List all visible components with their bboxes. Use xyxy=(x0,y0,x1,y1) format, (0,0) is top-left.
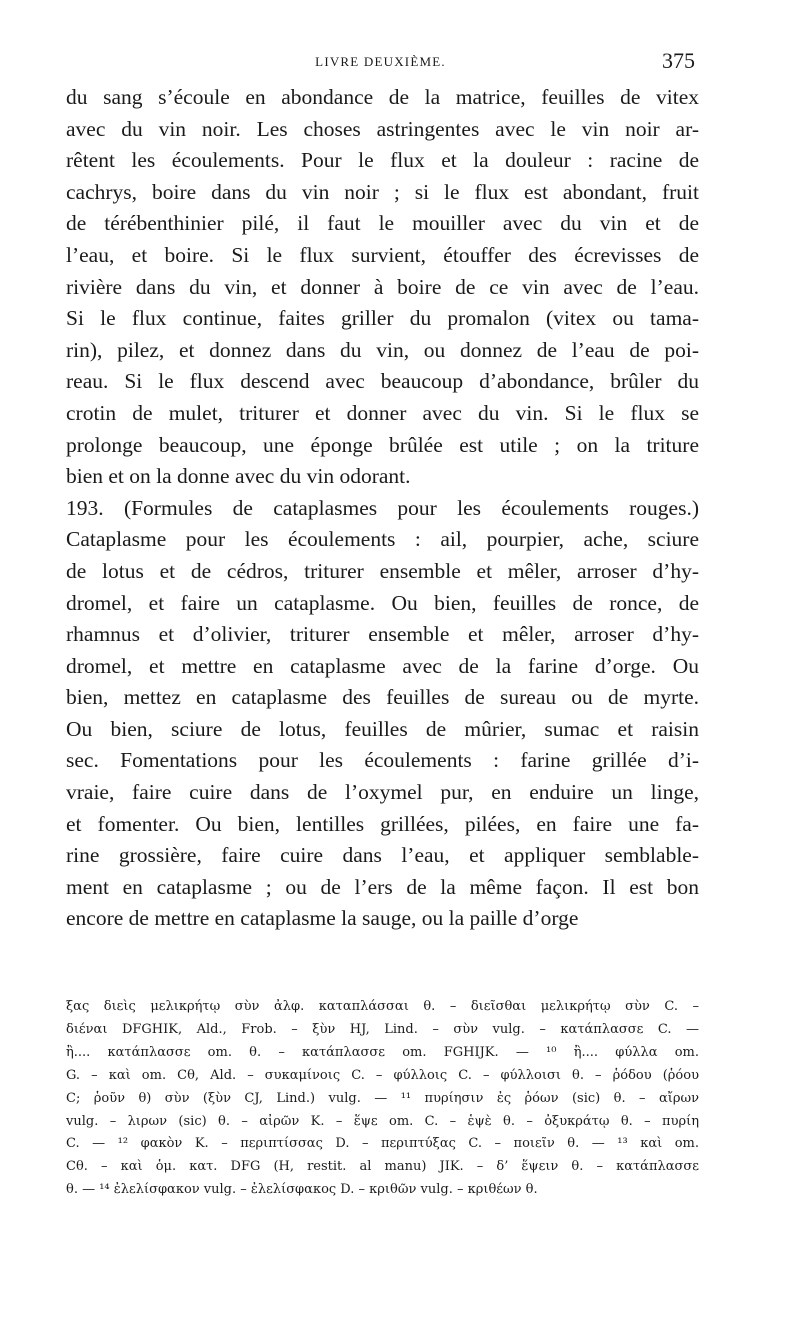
text-line: bien et on la donne avec du vin odorant. xyxy=(66,464,411,489)
footnote-line: vulg. – λιρων (sic) θ. – αἰρῶν K. – ἕψε om. C. – ἑψὲ θ. – ὀξυκράτῳ θ. – πυρίη xyxy=(66,1113,699,1129)
footnote-line: C; ῥοῦν θ) σὺν (ξὺν CJ, Lind.) vulg. — ¹¹ πυρίησιν ἐς ῥόων (sic) θ. – αἴρων xyxy=(66,1090,699,1106)
text-line: l’eau, et boire. Si le flux survient, étouffer des écrevisses de xyxy=(66,242,699,267)
text-line: ment en cataplasme ; ou de l’ers de la même façon. Il est bon xyxy=(66,874,699,899)
text-line: Ou bien, sciure de lotus, feuilles de mûrier, sumac et raisin xyxy=(66,716,699,741)
footnotes xyxy=(66,996,699,1202)
text-line: crotin de mulet, triturer et donner avec du vin. Si le flux se xyxy=(66,400,699,425)
text-line: du sang s’écoule en abondance de la matrice, feuilles de vitex xyxy=(66,85,699,109)
text-line: et fomenter. Ou bien, lentilles grillées, pilées, en faire une fa- xyxy=(66,811,699,836)
footnote-line: Cθ. – καὶ ὁμ. κατ. DFG (H, restit. al manu) JIK. – δ’ ἕψειν θ. – κατάπλασσε xyxy=(66,1159,699,1175)
footnote-line: ἢ.... κατάπλασσε om. θ. – κατάπλασσε om. FGHIJK. — ¹⁰ ἢ.... φύλλα om. xyxy=(66,1044,699,1060)
text-line: rivière dans du vin, et donner à boire de ce vin avec de l’eau. xyxy=(66,274,699,299)
main-text xyxy=(66,82,699,935)
footnote-line: G. – καὶ om. Cθ, Ald. – συκαμίνοις C. – φύλλοις C. – φύλλοισι θ. – ῥόδου (ῥόου xyxy=(66,1067,699,1083)
text-line: rine grossière, faire cuire dans l’eau, et appliquer semblable- xyxy=(66,843,699,868)
footnote-line: θ. — ¹⁴ ἐλελίσφακον vulg. – ἐλελίσφακος D. – κριθῶν vulg. – κριθέων θ. xyxy=(66,1182,538,1198)
running-title: LIVRE DEUXIÈME. xyxy=(315,54,446,69)
text-line: de lotus et de cédros, triturer ensemble et mêler, arroser d’hy- xyxy=(66,558,699,583)
text-line: rin), pilez, et donnez dans du vin, ou donnez de l’eau de poi- xyxy=(66,337,699,362)
text-line: rêtent les écoulements. Pour le flux et la douleur : racine de xyxy=(66,148,699,173)
text-line: encore de mettre en cataplasme la sauge, ou la paille d’orge xyxy=(66,906,579,931)
text-line: 193. (Formules de cataplasmes pour les écoulements rouges.) xyxy=(66,495,699,520)
text-line: prolonge beaucoup, une éponge brûlée est utile ; on la triture xyxy=(66,432,699,457)
text-line: cachrys, boire dans du vin noir ; si le flux est abondant, fruit xyxy=(66,179,699,204)
text-line: reau. Si le flux descend avec beaucoup d’abondance, brûler du xyxy=(66,369,699,394)
footnote-line: C. — ¹² φακὸν K. – περιπτίσσας D. – περιπτύξας C. – ποιεῖν θ. — ¹³ καὶ om. xyxy=(66,1136,699,1152)
page-number: 375 xyxy=(662,48,695,73)
text-line: Si le flux continue, faites griller du promalon (vitex ou tama- xyxy=(66,306,699,331)
text-line: dromel, et faire un cataplasme. Ou bien, feuilles de ronce, de xyxy=(66,590,699,615)
text-line: de térébenthinier pilé, il faut le mouiller avec du vin et de xyxy=(66,211,699,236)
page-header xyxy=(66,48,695,76)
text-line: dromel, et mettre en cataplasme avec de la farine d’orge. Ou xyxy=(66,653,699,678)
footnote-line: διέναι DFGHIK, Ald., Frob. – ξὺν HJ, Lind. – σὺν vulg. – κατάπλασσε C. — xyxy=(66,1021,699,1037)
footnote-line: ξας διεὶς μελικρήτῳ σὺν ἀλφ. καταπλάσσαι θ. – διεῖσθαι μελικρήτῳ σὺν C. – xyxy=(66,999,699,1014)
text-line: sec. Fomentations pour les écoulements : farine grillée d’i- xyxy=(66,748,699,773)
text-line: Cataplasme pour les écoulements : ail, pourpier, ache, sciure xyxy=(66,527,699,552)
text-line: vraie, faire cuire dans de l’oxymel pur, en enduire un linge, xyxy=(66,780,699,805)
text-line: avec du vin noir. Les choses astringentes avec le vin noir ar- xyxy=(66,116,699,141)
text-line: rhamnus et d’olivier, triturer ensemble et mêler, arroser d’hy- xyxy=(66,622,699,647)
text-line: bien, mettez en cataplasme des feuilles de sureau ou de myrte. xyxy=(66,685,699,710)
